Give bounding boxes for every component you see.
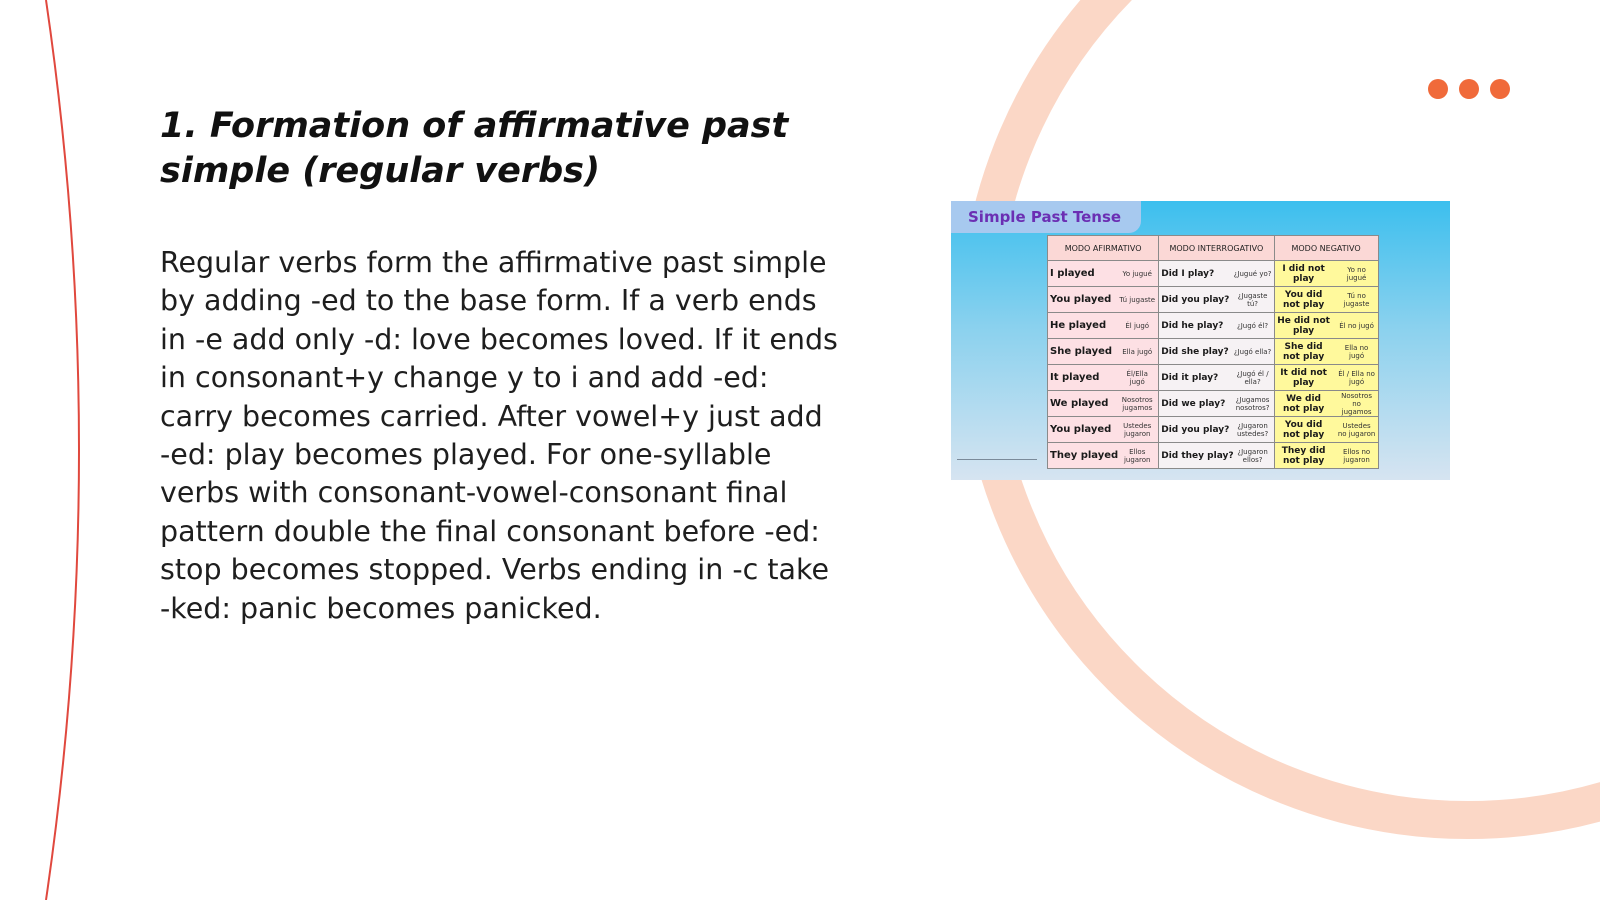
negative-spanish: Ustedes no jugaron: [1337, 421, 1376, 438]
table-row: [1048, 417, 1379, 443]
cell-interrogative: [1159, 365, 1274, 391]
negative-spanish: Ella no jugó: [1344, 343, 1369, 360]
negative-english: He did not play: [1277, 315, 1330, 336]
cell-affirmative: [1048, 417, 1159, 443]
affirmative-english: You played: [1050, 424, 1112, 435]
affirmative-english: She played: [1050, 346, 1113, 357]
dot-icon: [1428, 79, 1448, 99]
table-row: [1048, 313, 1379, 339]
interrogative-english: Did you play?: [1161, 424, 1230, 435]
cell-negative: [1274, 339, 1378, 365]
header-negative: MODO NEGATIVO: [1274, 236, 1378, 261]
interrogative-english: Did she play?: [1161, 346, 1229, 357]
image-title: Simple Past Tense: [951, 201, 1141, 233]
interrogative-spanish: ¿Jugué yo?: [1233, 269, 1272, 278]
cell-affirmative: [1048, 339, 1159, 365]
affirmative-spanish: Yo jugué: [1122, 269, 1152, 278]
negative-english: She did not play: [1282, 341, 1325, 362]
interrogative-english: Did we play?: [1161, 398, 1226, 409]
slide-title: 1. Formation of affirmative past simple (regular verbs): [160, 106, 789, 191]
affirmative-english: It played: [1050, 372, 1100, 383]
affirmative-english: We played: [1050, 398, 1109, 409]
table-body: [1048, 261, 1379, 469]
cell-interrogative: [1159, 287, 1274, 313]
affirmative-spanish: Nosotros jugamos: [1121, 395, 1153, 412]
cell-affirmative: [1048, 287, 1159, 313]
table-row: [1048, 365, 1379, 391]
negative-english: They did not play: [1281, 445, 1326, 466]
header-interrogative: MODO INTERROGATIVO: [1159, 236, 1274, 261]
table-row: [1048, 339, 1379, 365]
table-header-row: [1048, 236, 1379, 261]
dot-icon: [1490, 79, 1510, 99]
negative-spanish: Tú no jugaste: [1343, 291, 1370, 308]
cell-interrogative: [1159, 313, 1274, 339]
menu-dots: [1428, 79, 1510, 99]
negative-english: You did not play: [1282, 419, 1325, 440]
interrogative-spanish: ¿Jugaron ustedes?: [1236, 421, 1269, 438]
header-affirmative: MODO AFIRMATIVO: [1048, 236, 1159, 261]
negative-spanish: Él no jugó: [1339, 321, 1374, 330]
table-row: [1048, 443, 1379, 469]
table-row: [1048, 391, 1379, 417]
interrogative-spanish: ¿Jugaron ellos?: [1237, 447, 1268, 464]
negative-spanish: Nosotros no jugamos: [1341, 391, 1372, 416]
cell-interrogative: [1159, 417, 1274, 443]
negative-english: I did not play: [1282, 263, 1325, 284]
negative-spanish: Yo no jugué: [1346, 265, 1367, 282]
affirmative-spanish: Tú jugaste: [1119, 295, 1156, 304]
table-row: [1048, 287, 1379, 313]
interrogative-spanish: ¿Jugó él?: [1237, 321, 1269, 330]
interrogative-english: Did I play?: [1161, 268, 1215, 279]
cell-affirmative: [1048, 391, 1159, 417]
interrogative-english: Did it play?: [1161, 372, 1219, 383]
cell-negative: [1274, 313, 1378, 339]
dot-icon: [1459, 79, 1479, 99]
affirmative-english: You played: [1050, 294, 1112, 305]
cell-affirmative: [1048, 443, 1159, 469]
cell-affirmative: [1048, 313, 1159, 339]
affirmative-spanish: Ella jugó: [1122, 347, 1153, 356]
table-row: [1048, 261, 1379, 287]
affirmative-english: He played: [1050, 320, 1107, 331]
interrogative-spanish: ¿Jugó él / ella?: [1236, 369, 1269, 386]
cell-interrogative: [1159, 261, 1274, 287]
negative-english: You did not play: [1282, 289, 1325, 310]
negative-english: We did not play: [1282, 393, 1325, 414]
cell-negative: [1274, 287, 1378, 313]
cell-negative: [1274, 261, 1378, 287]
negative-spanish: Ellos no jugaron: [1342, 447, 1371, 464]
interrogative-spanish: ¿Jugó ella?: [1233, 347, 1272, 356]
cell-negative: [1274, 365, 1378, 391]
cell-affirmative: [1048, 261, 1159, 287]
affirmative-spanish: Él jugó: [1125, 321, 1150, 330]
simple-past-table-image: [951, 201, 1450, 480]
cell-interrogative: [1159, 339, 1274, 365]
cell-negative: [1274, 443, 1378, 469]
affirmative-spanish: Él/Ella jugó: [1126, 369, 1148, 386]
cell-interrogative: [1159, 391, 1274, 417]
conjugation-table: [1047, 235, 1379, 469]
affirmative-spanish: Ellos jugaron: [1123, 447, 1151, 464]
interrogative-english: Did you play?: [1161, 294, 1230, 305]
interrogative-spanish: ¿Jugamos nosotros?: [1235, 395, 1270, 412]
slide-body-text: Regular verbs form the affirmative past simple by adding -ed to the base form. If a verb ends in -e add only -d: love becomes loved. If it ends in consonant+y change y to i and add -ed: carry becomes carried. After vowel+y just add -ed: play becomes played. For one-syllable verbs with consonant-vowel-consonant final pattern double the final consonant before -ed: stop becomes stopped. Verbs ending in -c take -ked: panic becomes panicked.: [160, 246, 838, 625]
negative-english: It did not play: [1280, 367, 1327, 388]
affirmative-english: They played: [1050, 450, 1119, 461]
interrogative-english: Did he play?: [1161, 320, 1224, 331]
interrogative-spanish: ¿Jugaste tú?: [1237, 291, 1268, 308]
image-logo: [957, 459, 1037, 472]
cell-negative: [1274, 391, 1378, 417]
negative-spanish: Él / Ella no jugó: [1338, 369, 1375, 386]
affirmative-spanish: Ustedes jugaron: [1123, 421, 1152, 438]
cell-negative: [1274, 417, 1378, 443]
affirmative-english: I played: [1050, 268, 1095, 279]
cell-interrogative: [1159, 443, 1274, 469]
left-curve-line: [46, 0, 79, 900]
cell-affirmative: [1048, 365, 1159, 391]
interrogative-english: Did they play?: [1161, 450, 1234, 461]
